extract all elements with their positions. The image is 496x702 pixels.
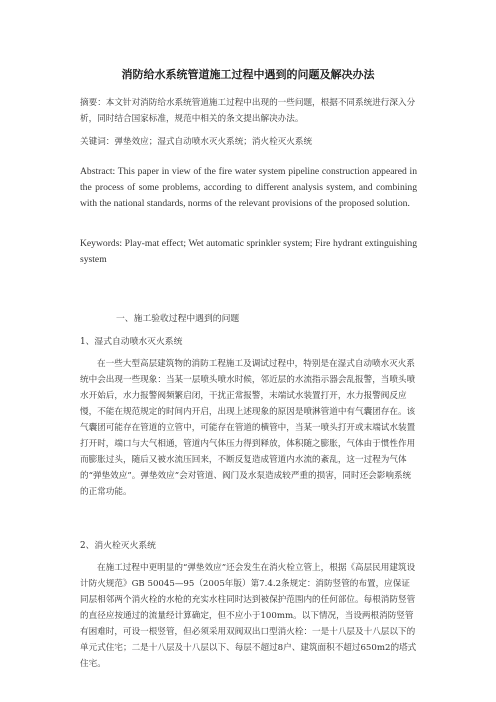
keywords-cn: 关键词：弹垫效应；湿式自动喷水灭火系统；消火栓灭火系统	[80, 137, 313, 147]
body-paragraph-2: 在施工过程中更明显的“弹垫效应”还会发生在消火栓立管上，根据《高层民用建筑设计防火规范》GB 50045—95（2005年版）第7.4.2条规定：消防竖管的布置，应保证同层相邻两个消火栓的水枪的充实水柱同时达到被保护范围内的任何部位。每根消防竖管的直径应按通过的流量经计算确定，但不应小于100mm。以下情况，当设两根消防竖管有困难时，可设一根竖管，但必须采用双阀双出口型消火栓：一是十八层及十八层以下的单元式住宅；二是十八层及十八层以下、每层不超过8户、建筑面积不超过650m2的塔式住宅。	[80, 563, 417, 669]
abstract-en: Abstract: This paper in view of the fire water system pipeline construction appeared in the process of some problems, according to different analysis system, and combining with the national standards, norms of the relevant provisions of the proposed solution.	[80, 166, 417, 209]
body-paragraph-1: 在一些大型高层建筑物的消防工程施工及调试过程中，特别是在湿式自动喷水灭火系统中会出现一些现象：当某一层喷头喷水时候，邻近层的水流指示器会乱报警，当喷头喷水开始后，水力报警阀频繁启闭，干扰正常报警，末端试水装置打开，水力报警阀反应慢，不能在规范规定的时间内开启，出现上述现象的原因是喷淋管道中有气囊团存在。该气囊团可能存在管道的立管中，可能存在管道的横管中，当某一喷头打开或末端试水装置打开时，端口与大气相通，管道内气体压力得到释放，体积随之膨胀，气体由于惯性作用而膨胀过头，随后又被水流压回来，不断反复造成管道内水流的紊乱，这一过程为气体的“弹垫效应”。弹垫效应”会对管道、阀门及水泵造成较严重的损害，同时还会影响系统的正常功能。	[80, 359, 416, 497]
abstract-cn: 摘要：本文针对消防给水系统管道施工过程中出现的一些问题，根据不同系统进行深入分析，同时结合国家标准，规范中相关的条文提出解决办法。	[80, 98, 416, 124]
keywords-en: Keywords: Play-mat effect; Wet automatic sprinkler system; Fire hydrant extinguishing system	[80, 238, 417, 265]
subsection-heading-1: 1、湿式自动喷水灭火系统	[80, 337, 183, 347]
page-title: 消防给水系统管道施工过程中遇到的问题及解决办法	[121, 68, 375, 81]
section-heading: 一、施工验收过程中遇到的问题	[116, 314, 240, 324]
subsection-heading-2: 2、消火栓灭火系统	[80, 541, 156, 551]
